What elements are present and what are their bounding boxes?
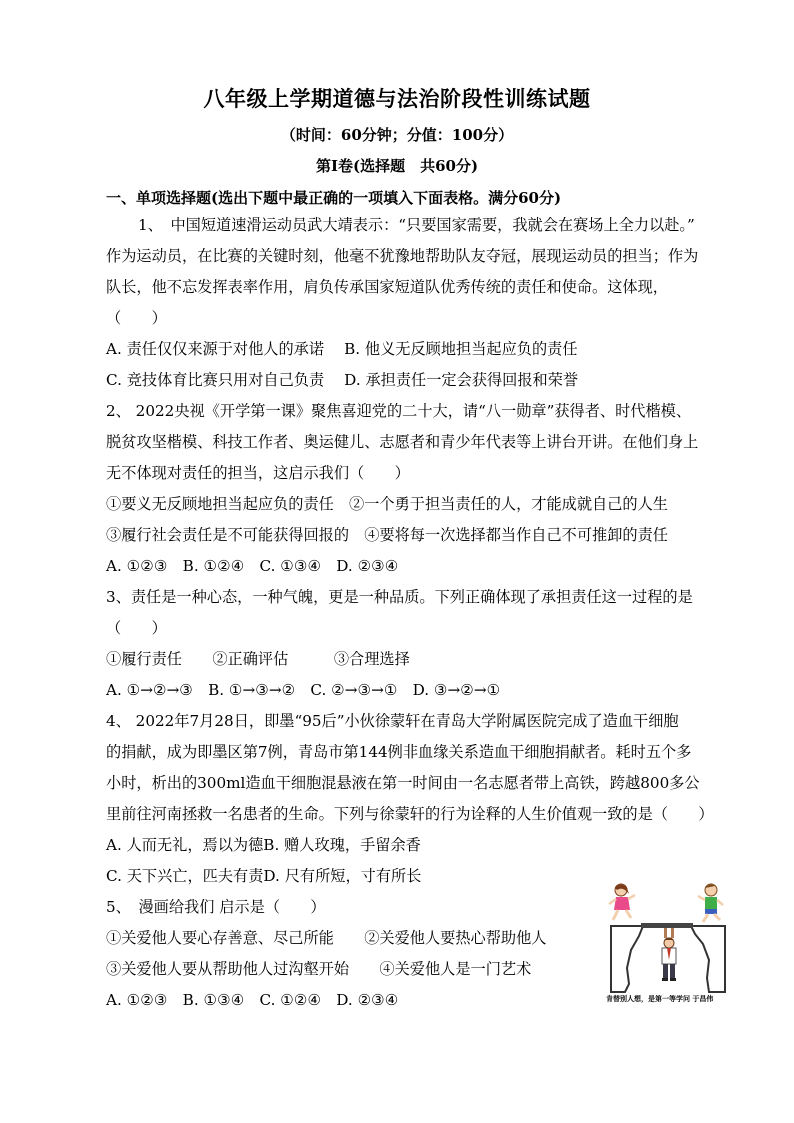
question-4-options: C. 天下兴亡，匹夫有责D. 尺有所短，寸有所长	[106, 867, 422, 885]
question-5-statements: ①关爱他人要心存善意、尽己所能 ②关爱他人要热心帮助他人	[106, 929, 547, 947]
section-heading: 一、单项选择题(选出下题中最正确的一项填入下面表格。满分60分)	[106, 189, 562, 207]
question-2-statements: ③履行社会责任是不可能获得回报的 ④要将每一次选择都当作自己不可推卸的责任	[106, 526, 668, 544]
question-3-options: A. ①→②→③ B. ①→③→② C. ②→③→① D. ③→②→①	[106, 681, 501, 699]
question-1-options: C. 竞技体育比赛只用对自己负责 D. 承担责任一定会获得回报和荣誉	[106, 371, 579, 389]
question-3-text: 3、责任是一种心态，一种气魄，更是一种品质。下列正确体现了承担责任这一过程的是	[106, 588, 693, 606]
question-4-text: 4、 2022年7月28日，即墨“95后”小伙徐蒙轩在青岛大学附属医院完成了造血干细胞	[106, 712, 679, 730]
comic-caption: 肯替别人想，是第一等学问 于昌伟	[606, 995, 714, 1003]
question-3-statements: ①履行责任 ②正确评估 ③合理选择	[106, 650, 410, 668]
question-2-text: 脱贫攻坚楷模、科技工作者、奥运健儿、志愿者和青少年代表等上讲台开讲。在他们身上	[106, 433, 699, 451]
question-2-text: 无不体现对责任的担当，这启示我们（ ）	[106, 464, 410, 482]
question-5-text: 5、 漫画给我们 启示是（ ）	[106, 898, 326, 916]
question-4-options: A. 人而无礼，焉以为德B. 赠人玫瑰，手留余香	[106, 836, 421, 854]
question-5-options: A. ①②③ B. ①③④ C. ①②④ D. ②③④	[106, 991, 399, 1009]
girl-figure	[609, 884, 635, 920]
question-1-text: 队长，他不忘发挥表率作用，肩负传承国家短道队优秀传统的责任和使命。这体现，	[106, 278, 668, 296]
answer-bracket: （ ）	[106, 619, 167, 637]
question-4-text: 里前往河南拯救一名患者的生命。下列与徐蒙轩的行为诠释的人生价值观一致的是（ ）	[106, 805, 714, 823]
question-5-statements: ③关爱他人要从帮助他人过沟壑开始 ④关爱他人是一门艺术	[106, 960, 532, 978]
page-title: 八年级上学期道德与法治阶段性训练试题	[203, 86, 591, 111]
question-4-text: 小时，析出的300ml造血干细胞混悬液在第一时间由一名志愿者带上高铁，跨越800多公	[106, 774, 700, 792]
question-1-text: 作为运动员，在比赛的关键时刻，他毫不犹豫地帮助队友夺冠，展现运动员的担当；作为	[106, 247, 699, 265]
question-4-text: 的捐献，成为即墨区第7例，青岛市第144例非血缘关系造血干细胞捐献者。耗时五个多	[106, 743, 692, 761]
question-1-text: 1、 中国短道速滑运动员武大靖表示：“只要国家需要，我就会在赛场上全力以赴。”	[138, 216, 695, 234]
comic-illustration	[607, 880, 731, 1006]
question-2-statements: ①要义无反顾地担当起应负的责任 ②一个勇于担当责任的人，才能成就自己的人生	[106, 495, 668, 513]
man-figure	[662, 928, 676, 981]
question-1-options: A. 责任仅仅来源于对他人的承诺 B. 他义无反顾地担当起应负的责任	[106, 340, 578, 358]
question-2-text: 2、 2022央视《开学第一课》聚焦喜迎党的二十大，请“八一勋章”获得者、时代楷模、	[106, 402, 692, 420]
boy-figure	[698, 884, 723, 922]
question-2-options: A. ①②③ B. ①②④ C. ①③④ D. ②③④	[106, 557, 399, 575]
exam-time-score: （时间：60分钟；分值：100分）	[280, 126, 514, 144]
answer-bracket: （ ）	[106, 309, 167, 327]
volume-heading: 第Ⅰ卷(选择题 共60分)	[315, 157, 479, 175]
